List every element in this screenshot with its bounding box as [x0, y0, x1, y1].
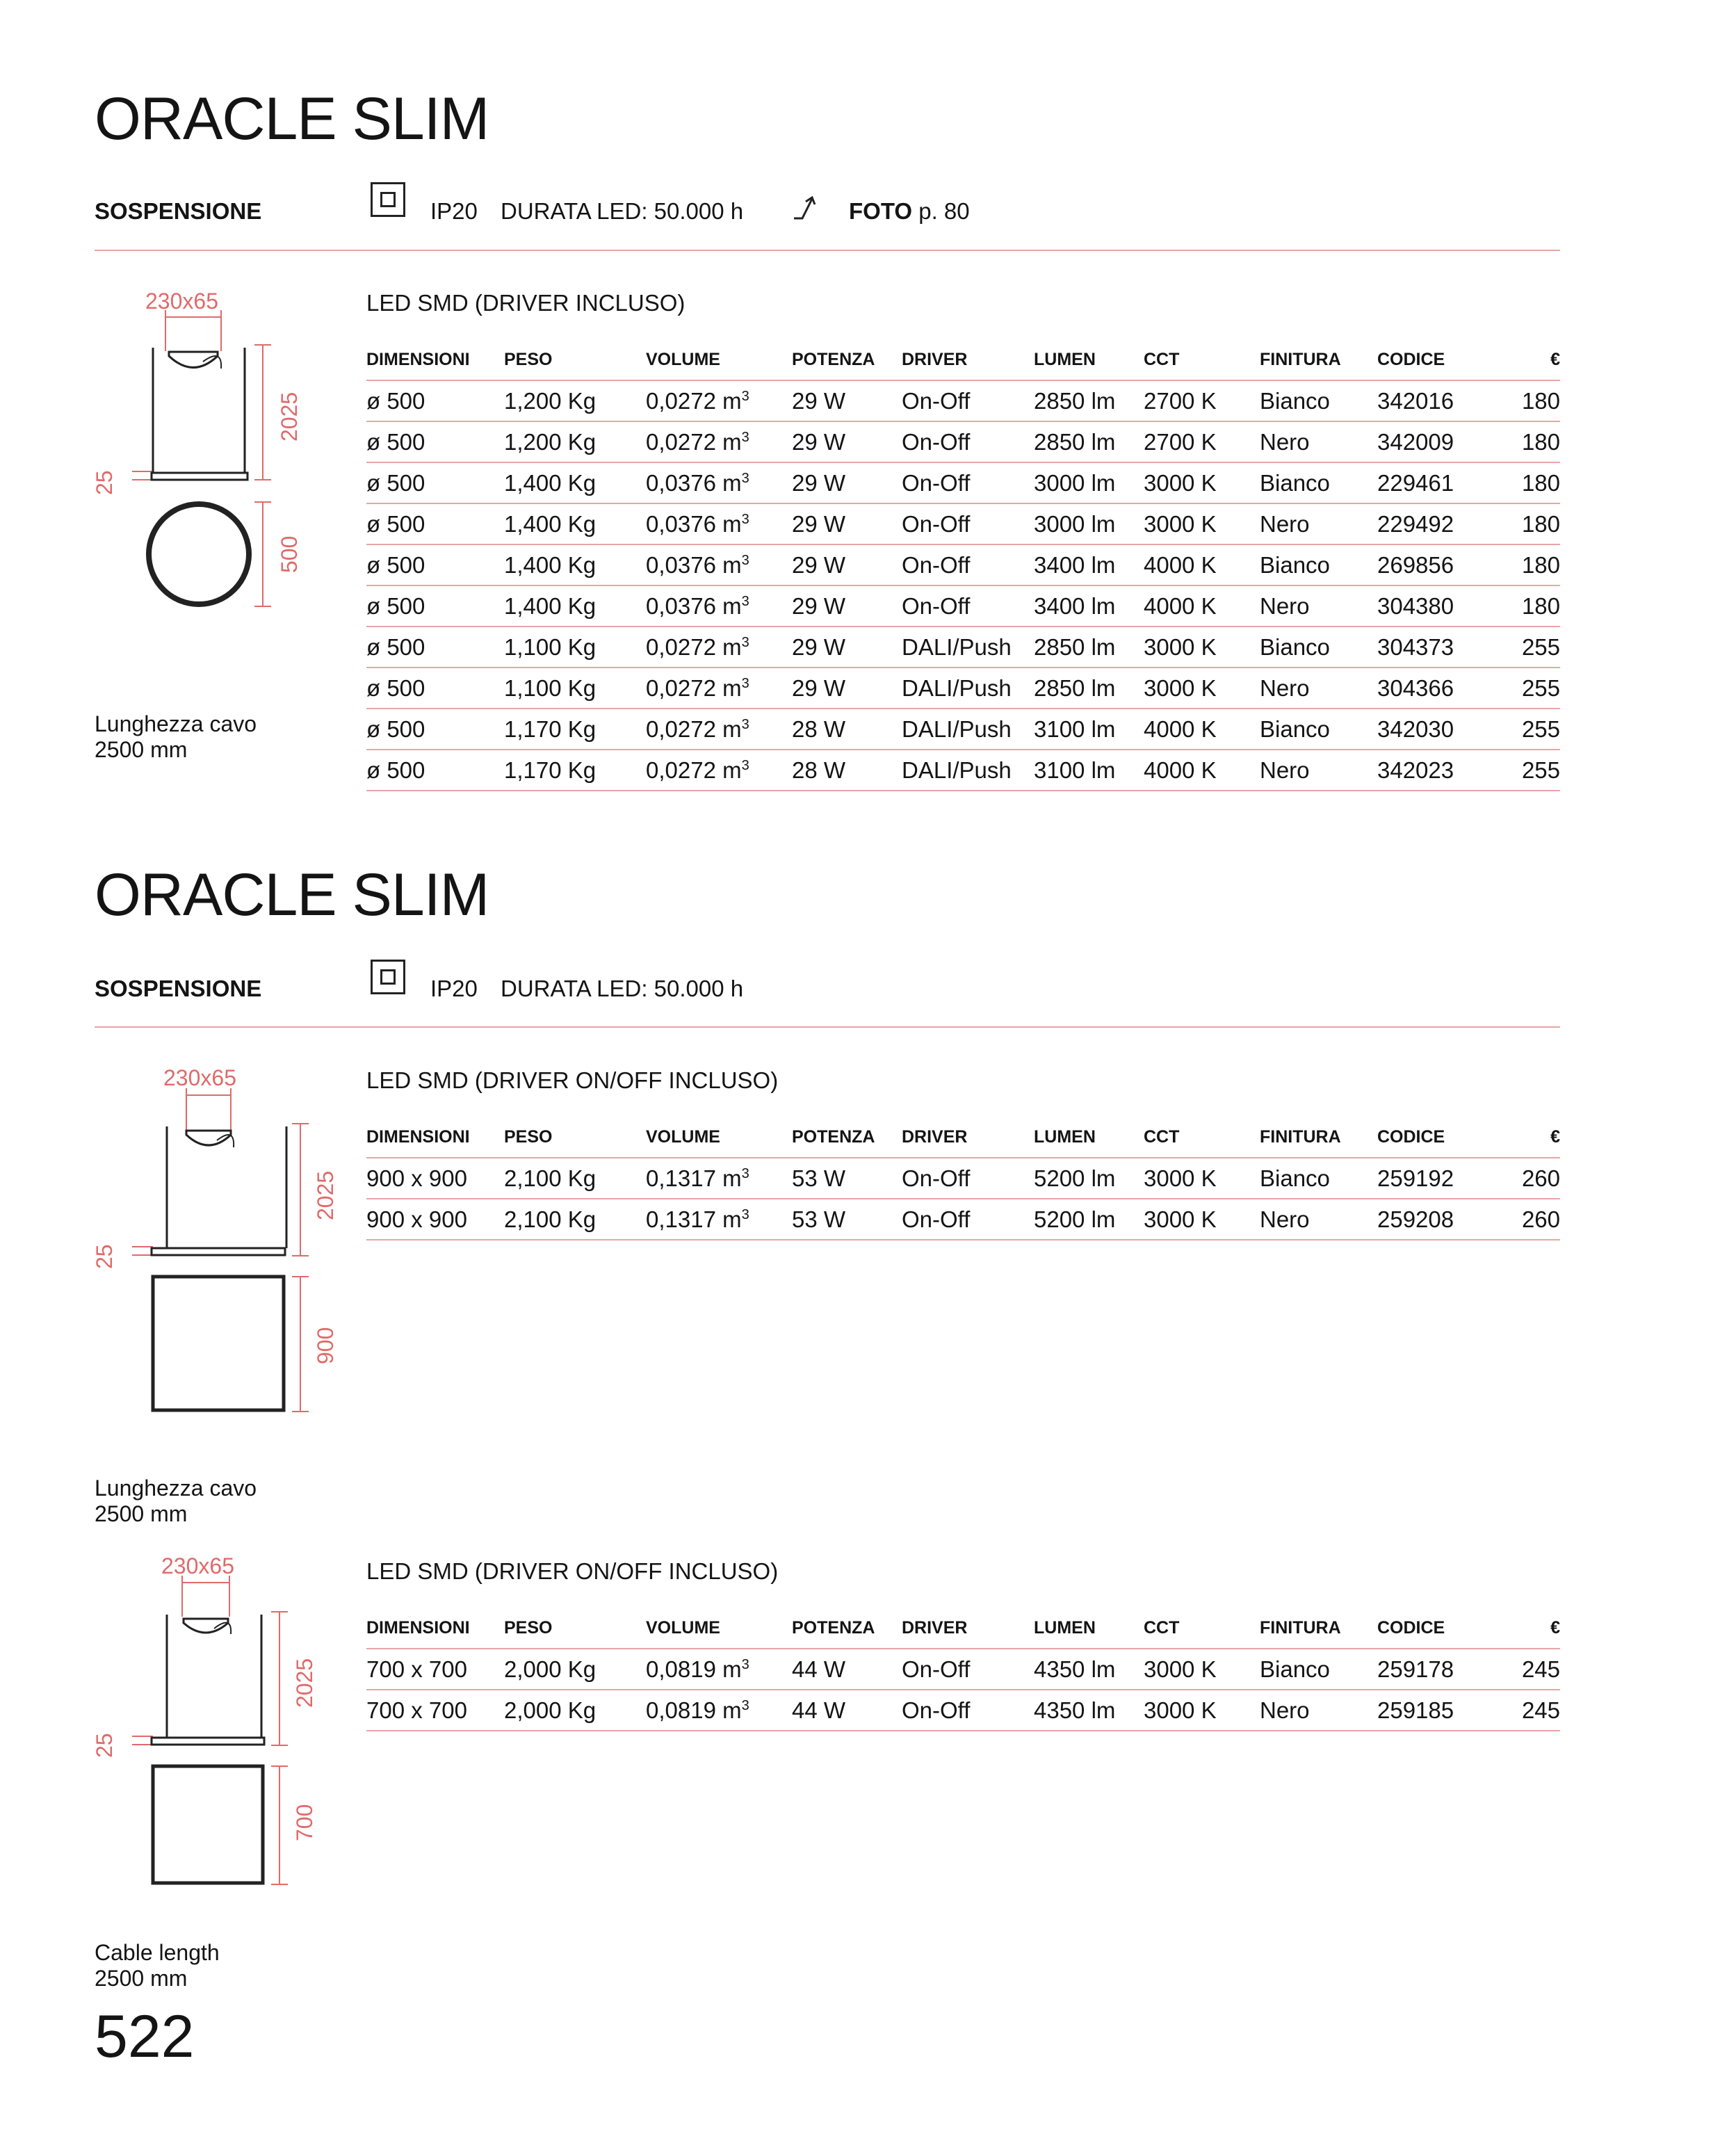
cell-cct: 3000 K	[1144, 1199, 1260, 1240]
cell-driver: On-Off	[902, 1158, 1034, 1199]
column-header-prezzo: €	[1502, 1608, 1560, 1649]
cell-driver: DALI/Push	[902, 668, 1034, 709]
cell-peso: 1,170 Kg	[504, 750, 646, 791]
cell-potenza: 29 W	[792, 380, 902, 421]
cell-finitura: Nero	[1260, 503, 1377, 544]
volume-value: 0,0272 m	[646, 757, 742, 783]
note-line-1: Lunghezza cavo	[95, 1476, 257, 1501]
column-header-prezzo: €	[1502, 1117, 1560, 1158]
cell-volume: 0,1317 $m^3$	[646, 1199, 792, 1240]
cell-potenza: 53 W	[792, 1199, 902, 1240]
table-row	[366, 1690, 1560, 1731]
cell-peso: 1,200 Kg	[504, 380, 646, 421]
column-header-volume: VOLUME	[646, 1117, 792, 1158]
cell-codice: 342023	[1377, 750, 1502, 791]
cell-lumen: 4350 lm	[1034, 1690, 1144, 1731]
cell-potenza: 29 W	[792, 544, 902, 585]
dim-top-label: 230x65	[161, 1553, 234, 1578]
cell-peso: 2,100 Kg	[504, 1199, 646, 1240]
cell-driver: DALI/Push	[902, 709, 1034, 750]
cell-cct: 3000 K	[1144, 1690, 1260, 1731]
cell-potenza: 29 W	[792, 585, 902, 627]
cell-prezzo: 255	[1502, 668, 1560, 709]
cell-peso: 2,000 Kg	[504, 1690, 646, 1731]
cell-cct: 4000 K	[1144, 544, 1260, 585]
cell-codice: 304366	[1377, 668, 1502, 709]
column-header-peso: PESO	[504, 1117, 646, 1158]
cell-volume: 0,0376 $m^3$	[646, 544, 792, 585]
cell-codice: 259185	[1377, 1690, 1502, 1731]
cell-peso: 1,400 Kg	[504, 462, 646, 503]
dim-size-label: 500	[277, 535, 302, 573]
volume-value: 0,0272 m	[646, 633, 742, 660]
cell-potenza: 53 W	[792, 1158, 902, 1199]
dim-size-label: 900	[313, 1327, 338, 1364]
column-header-codice: CODICE	[1377, 339, 1502, 380]
column-header-dimensioni: DIMENSIONI	[366, 339, 504, 380]
note-line-2: 2500 mm	[95, 1966, 188, 1991]
cell-finitura: Nero	[1260, 585, 1377, 627]
column-header-cct: CCT	[1144, 1608, 1260, 1649]
cell-dimensioni: ø 500	[366, 380, 504, 421]
dim-thickness-label: 25	[92, 470, 117, 495]
column-header-finitura: FINITURA	[1260, 1608, 1377, 1649]
column-header-peso: PESO	[504, 1608, 646, 1649]
cell-dimensioni: ø 500	[366, 585, 504, 627]
led-title-2: LED SMD (DRIVER ON/OFF INCLUSO)	[366, 1067, 779, 1093]
dim-height-label: 2025	[277, 391, 302, 442]
cell-lumen: 3400 lm	[1034, 544, 1144, 585]
cell-codice: 259178	[1377, 1649, 1502, 1690]
cell-volume: 0,0272 $m^3$	[646, 627, 792, 668]
cell-driver: DALI/Push	[902, 627, 1034, 668]
cell-volume: 0,0376 $m^3$	[646, 585, 792, 627]
cell-lumen: 3000 lm	[1034, 503, 1144, 544]
cell-volume: 0,0376 $m^3$	[646, 503, 792, 544]
cell-finitura: Bianco	[1260, 380, 1377, 421]
column-header-codice: CODICE	[1377, 1608, 1502, 1649]
cell-codice: 269856	[1377, 544, 1502, 585]
cell-lumen: 3000 lm	[1034, 462, 1144, 503]
cell-prezzo: 255	[1502, 750, 1560, 791]
cell-codice: 342016	[1377, 380, 1502, 421]
column-header-volume: VOLUME	[646, 339, 792, 380]
cell-dimensioni: ø 500	[366, 421, 504, 462]
note-line-1: Lunghezza cavo	[95, 711, 257, 736]
cell-finitura: Nero	[1260, 668, 1377, 709]
cell-potenza: 28 W	[792, 750, 902, 791]
cable-length-note-3	[95, 1940, 220, 1991]
cell-prezzo: 180	[1502, 544, 1560, 585]
cell-volume: 0,0272 $m^3$	[646, 380, 792, 421]
cell-driver: On-Off	[902, 421, 1034, 462]
cell-dimensioni: 900 x 900	[366, 1158, 504, 1199]
cell-dimensioni: ø 500	[366, 750, 504, 791]
cell-peso: 1,400 Kg	[504, 544, 646, 585]
cell-lumen: 3100 lm	[1034, 750, 1144, 791]
cell-driver: On-Off	[902, 1690, 1034, 1731]
cell-dimensioni: ø 500	[366, 544, 504, 585]
column-header-potenza: POTENZA	[792, 1117, 902, 1158]
cell-driver: On-Off	[902, 380, 1034, 421]
table-header-row	[366, 1608, 1560, 1649]
cell-lumen: 2850 lm	[1034, 421, 1144, 462]
cell-prezzo: 245	[1502, 1690, 1560, 1731]
column-header-dimensioni: DIMENSIONI	[366, 1608, 504, 1649]
cell-codice: 259192	[1377, 1158, 1502, 1199]
dim-height-label: 2025	[313, 1170, 338, 1220]
cell-potenza: 28 W	[792, 709, 902, 750]
dim-top-label: 230x65	[145, 289, 218, 314]
volume-value: 0,1317 m	[646, 1165, 742, 1191]
cell-peso: 1,100 Kg	[504, 668, 646, 709]
cell-prezzo: 180	[1502, 380, 1560, 421]
cell-lumen: 2850 lm	[1034, 627, 1144, 668]
cell-dimensioni: ø 500	[366, 668, 504, 709]
cell-prezzo: 180	[1502, 421, 1560, 462]
section-2-ip: IP20	[430, 976, 478, 1001]
section-2-title: ORACLE SLIM	[95, 862, 489, 928]
led-title-1: LED SMD (DRIVER INCLUSO)	[366, 290, 686, 316]
volume-value: 0,0376 m	[646, 510, 742, 537]
column-header-potenza: POTENZA	[792, 339, 902, 380]
column-header-potenza: POTENZA	[792, 1608, 902, 1649]
dim-thickness-label: 25	[92, 1244, 117, 1269]
cell-cct: 2700 K	[1144, 380, 1260, 421]
foto-page: p. 80	[918, 198, 970, 224]
volume-value: 0,0376 m	[646, 592, 742, 619]
cell-volume: 0,0819 $m^3$	[646, 1649, 792, 1690]
cell-dimensioni: 700 x 700	[366, 1690, 504, 1731]
cell-peso: 2,000 Kg	[504, 1649, 646, 1690]
cell-cct: 3000 K	[1144, 1649, 1260, 1690]
cell-cct: 2700 K	[1144, 421, 1260, 462]
cell-finitura: Nero	[1260, 421, 1377, 462]
column-header-driver: DRIVER	[902, 1117, 1034, 1158]
cell-volume: 0,0819 $m^3$	[646, 1690, 792, 1731]
cell-cct: 3000 K	[1144, 668, 1260, 709]
cell-prezzo: 180	[1502, 462, 1560, 503]
section-1-durata: DURATA LED: 50.000 h	[501, 198, 744, 224]
volume-value: 0,0819 m	[646, 1697, 742, 1723]
cell-codice: 304373	[1377, 627, 1502, 668]
foto-label: FOTO	[849, 198, 913, 224]
cell-driver: On-Off	[902, 462, 1034, 503]
cell-driver: On-Off	[902, 503, 1034, 544]
cell-cct: 3000 K	[1144, 627, 1260, 668]
column-header-cct: CCT	[1144, 1117, 1260, 1158]
cell-prezzo: 180	[1502, 585, 1560, 627]
cell-potenza: 44 W	[792, 1649, 902, 1690]
cell-peso: 1,170 Kg	[504, 709, 646, 750]
cell-cct: 4000 K	[1144, 585, 1260, 627]
column-header-lumen: LUMEN	[1034, 339, 1144, 380]
cell-finitura: Nero	[1260, 1690, 1377, 1731]
section-1-mount-label: SOSPENSIONE	[95, 198, 262, 224]
cell-peso: 2,100 Kg	[504, 1158, 646, 1199]
cell-finitura: Bianco	[1260, 627, 1377, 668]
cell-peso: 1,100 Kg	[504, 627, 646, 668]
section-1-ip: IP20	[430, 198, 478, 224]
volume-value: 0,1317 m	[646, 1206, 742, 1232]
dim-size-label: 700	[292, 1804, 317, 1841]
table-row	[366, 1649, 1560, 1690]
cell-driver: On-Off	[902, 544, 1034, 585]
cell-lumen: 5200 lm	[1034, 1199, 1144, 1240]
section-2-durata: DURATA LED: 50.000 h	[501, 976, 744, 1001]
cell-codice: 342009	[1377, 421, 1502, 462]
volume-value: 0,0819 m	[646, 1656, 742, 1682]
cell-prezzo: 260	[1502, 1199, 1560, 1240]
section-2-mount-label: SOSPENSIONE	[95, 976, 262, 1001]
cell-driver: DALI/Push	[902, 750, 1034, 791]
cell-cct: 3000 K	[1144, 462, 1260, 503]
cell-cct: 4000 K	[1144, 750, 1260, 791]
column-header-dimensioni: DIMENSIONI	[366, 1117, 504, 1158]
volume-value: 0,0376 m	[646, 469, 742, 496]
section-1-title: ORACLE SLIM	[95, 86, 489, 152]
cell-dimensioni: ø 500	[366, 462, 504, 503]
cell-prezzo: 255	[1502, 627, 1560, 668]
cell-cct: 4000 K	[1144, 709, 1260, 750]
cell-codice: 304380	[1377, 585, 1502, 627]
cell-potenza: 29 W	[792, 421, 902, 462]
note-line-1: Cable length	[95, 1940, 220, 1965]
column-header-peso: PESO	[504, 339, 646, 380]
cell-driver: On-Off	[902, 585, 1034, 627]
cell-peso: 1,200 Kg	[504, 421, 646, 462]
cell-lumen: 2850 lm	[1034, 668, 1144, 709]
cell-lumen: 3100 lm	[1034, 709, 1144, 750]
cell-codice: 229492	[1377, 503, 1502, 544]
column-header-cct: CCT	[1144, 339, 1260, 380]
cell-finitura: Bianco	[1260, 709, 1377, 750]
volume-value: 0,0272 m	[646, 387, 742, 414]
column-header-lumen: LUMEN	[1034, 1608, 1144, 1649]
cell-volume: 0,1317 $m^3$	[646, 1158, 792, 1199]
led-title-3: LED SMD (DRIVER ON/OFF INCLUSO)	[366, 1558, 779, 1584]
cell-potenza: 29 W	[792, 503, 902, 544]
cell-lumen: 5200 lm	[1034, 1158, 1144, 1199]
cell-prezzo: 255	[1502, 709, 1560, 750]
cell-finitura: Bianco	[1260, 544, 1377, 585]
cell-dimensioni: ø 500	[366, 627, 504, 668]
cell-driver: On-Off	[902, 1649, 1034, 1690]
cell-volume: 0,0272 $m^3$	[646, 750, 792, 791]
cell-lumen: 2850 lm	[1034, 380, 1144, 421]
cell-volume: 0,0272 $m^3$	[646, 668, 792, 709]
column-header-finitura: FINITURA	[1260, 1117, 1377, 1158]
cell-volume: 0,0376 $m^3$	[646, 462, 792, 503]
volume-value: 0,0272 m	[646, 428, 742, 455]
cell-codice: 229461	[1377, 462, 1502, 503]
cell-finitura: Bianco	[1260, 1158, 1377, 1199]
cell-prezzo: 245	[1502, 1649, 1560, 1690]
note-line-2: 2500 mm	[95, 1501, 188, 1526]
cell-potenza: 44 W	[792, 1690, 902, 1731]
column-header-finitura: FINITURA	[1260, 339, 1377, 380]
cell-cct: 3000 K	[1144, 1158, 1260, 1199]
cell-finitura: Nero	[1260, 1199, 1377, 1240]
cell-volume: 0,0272 $m^3$	[646, 709, 792, 750]
cell-codice: 342030	[1377, 709, 1502, 750]
cell-prezzo: 260	[1502, 1158, 1560, 1199]
cell-driver: On-Off	[902, 1199, 1034, 1240]
cell-dimensioni: 700 x 700	[366, 1649, 504, 1690]
cell-codice: 259208	[1377, 1199, 1502, 1240]
volume-value: 0,0376 m	[646, 551, 742, 578]
column-header-codice: CODICE	[1377, 1117, 1502, 1158]
cell-dimensioni: ø 500	[366, 503, 504, 544]
column-header-volume: VOLUME	[646, 1608, 792, 1649]
dim-top-label: 230x65	[163, 1065, 236, 1090]
note-line-2: 2500 mm	[95, 737, 188, 762]
cell-potenza: 29 W	[792, 668, 902, 709]
cell-peso: 1,400 Kg	[504, 585, 646, 627]
cell-potenza: 29 W	[792, 462, 902, 503]
column-header-driver: DRIVER	[902, 1608, 1034, 1649]
dim-height-label: 2025	[292, 1658, 317, 1708]
cell-lumen: 3400 lm	[1034, 585, 1144, 627]
cell-peso: 1,400 Kg	[504, 503, 646, 544]
cell-cct: 3000 K	[1144, 503, 1260, 544]
cell-dimensioni: ø 500	[366, 709, 504, 750]
cell-finitura: Bianco	[1260, 462, 1377, 503]
cell-volume: 0,0272 $m^3$	[646, 421, 792, 462]
cell-finitura: Bianco	[1260, 1649, 1377, 1690]
cell-dimensioni: 900 x 900	[366, 1199, 504, 1240]
cell-finitura: Nero	[1260, 750, 1377, 791]
cell-prezzo: 180	[1502, 503, 1560, 544]
dim-thickness-label: 25	[92, 1733, 117, 1758]
cell-potenza: 29 W	[792, 627, 902, 668]
volume-value: 0,0272 m	[646, 716, 742, 742]
column-header-driver: DRIVER	[902, 339, 1034, 380]
page-number: 522	[95, 2003, 195, 2070]
cell-lumen: 4350 lm	[1034, 1649, 1144, 1690]
volume-value: 0,0272 m	[646, 674, 742, 701]
column-header-prezzo: €	[1502, 339, 1560, 380]
spec-table-3	[366, 1608, 1560, 1731]
column-header-lumen: LUMEN	[1034, 1117, 1144, 1158]
